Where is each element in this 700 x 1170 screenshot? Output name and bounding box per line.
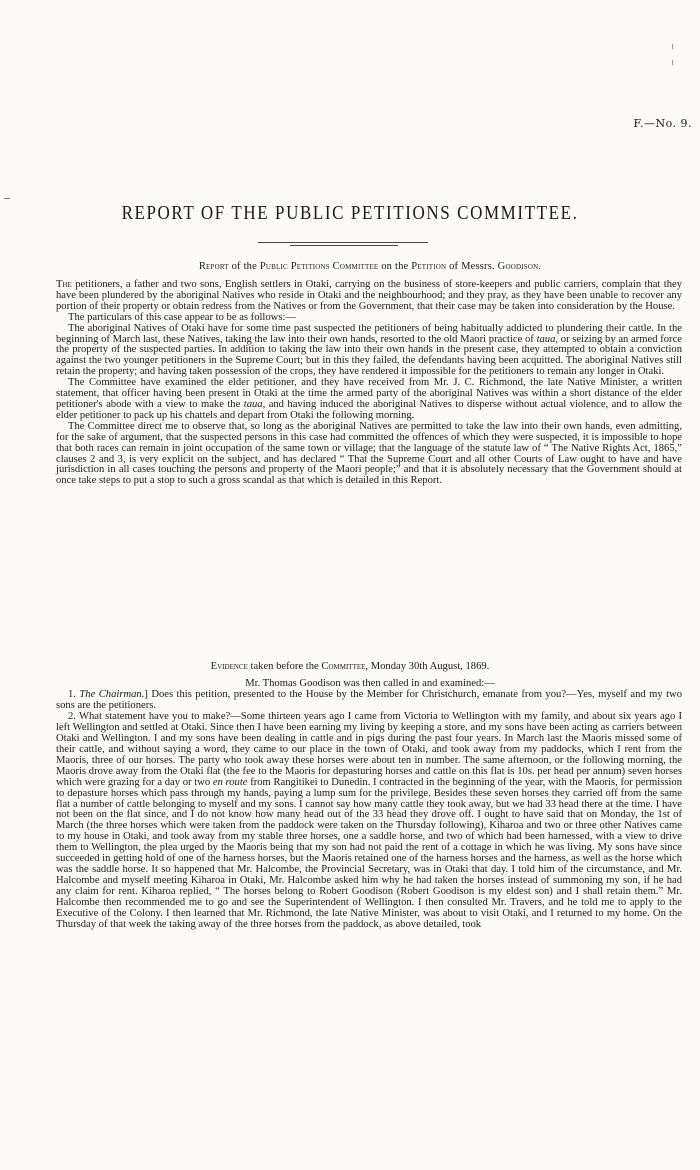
report-paragraph (56, 378, 682, 422)
question-number: 1. (68, 689, 76, 700)
evidence-body (56, 690, 682, 931)
page-title: REPORT OF THE PUBLIC PETITIONS COMMITTEE. (121, 201, 579, 224)
document-reference: F.—No. 9. (633, 117, 692, 130)
margin-mark (4, 198, 10, 199)
paragraph-lead: The (56, 279, 72, 290)
subheading-goodison: Goodison. (497, 261, 542, 272)
subheading-of-the: of the (231, 261, 257, 272)
witness-called: Mr. Thomas Goodison was then called in and examined:— (245, 678, 495, 689)
italic-term: taua, (536, 333, 559, 345)
evidence-date: Monday 30th August, 1869. (370, 661, 490, 672)
evidence-taken: taken before the (250, 661, 319, 672)
question-text: 2. What statement have you to make?—Some thirteen years ago I came from Victoria to Wellington with my family, and about six years ago I left Wellington and settled at Otaki. Since then I have been earning my living by keeping a store, and my sons have been acting as carriers between Otaki and Wellington. I and my sons have been dealing in cattle and in pigs during the past four years. In March last the Maoris missed some of their cattle, and without saying a word, they came to our place in the town of Otaki, and took away from my paddocks, which I rent from the Maoris, three of our horses. The party who took away these horses were about ten in number. The same afternoon, or the following morning, the Maoris drove away from the Otaki flat (the fee to the Maoris for depasturing horses and cattle on this flat is 10s. per head per annum) seven horses which were grazing for a day or two (56, 710, 682, 788)
report-paragraph (56, 280, 682, 313)
evidence-question (56, 712, 682, 931)
paragraph-text: The Committee have examined the elder petitioner, and they have received from Mr. J. C. Richmond, the late Native Minister, a written statement, that officer having been present in Otaki at the time the armed party of the aboriginal Natives was within a short distance of the elder petitioner's abode with a view to make the (56, 377, 682, 410)
report-paragraph (56, 324, 682, 379)
margin-mark (672, 44, 673, 49)
report-paragraph: The Committee direct me to observe that, so long as the aboriginal Natives are permitted to take the law into their own hands, even admitting, for the sake of argument, that the suspected persons in this case had committed the offences of which they were suspected, it is impossible to hope that both races can remain in joint occupation of the same town or village; that the language of the statute law of “ The Native Rights Act, 1865,” clauses 2 and 3, is very explicit on the subject, and has declared “ That the Supreme Court and all other Courts of Law ought to have and have jurisdiction in all cases touching the persons and property of the Maori people;” and that it is absolutely necessary that the Government should at once take steps to put a stop to such a gross scandal as that which is detailed in this Report. (56, 420, 682, 487)
evidence-question (56, 690, 682, 712)
evidence-committee: Committee, (321, 661, 369, 672)
italic-term: en route (212, 776, 248, 788)
question-text: from Rangitikei to Dunedin. I contracted in the beginning of the year, with the Maoris, for permission to depasture horses which pass through my hands, paying a lump sum for the privilege. Besides these seven horses they carried off from the same flat a number of cattle belonging to myself and my sons. I cannot say how many cattle they took away, but we had 33 head there at the time. I have not been on the flat since, and I do not know how many head out of the 33 head they drove off. I ought to have said that on Monday, the 1st of March (the three horses which were taken from the paddock were taken on the Thursday following), Kiharoa and two or three other Natives came to my house in Otaki, and took away from my stable three horses, one a saddle horse, and two of which had been harnessed, with a view to drive them to Wellington, the plea urged by the Maoris being that my son had not paid the rent of a cottage in which he was living. My sons have since succeeded in getting hold of one of the harness horses, but the Maoris retained one of the harness horses and the harness, as well as the horse which was the saddle horse. It so happened that Mr. Halcombe, the Provincial Secretary, was in Otaki that day. I told him of the circumstance, and Mr. Halcombe and myself meeting Kiharoa in Otaki, Mr. Halcombe asked him why he had taken the horses instead of summoning my son, if he had any claim for rent. Kiharoa replied, “ The horses belong to Robert Goodison (Robert Goodison is my eldest son) and I shall retain them.” Mr. Halcombe then recommended me to go and see the Superintendent of Wellington. I then consulted Mr. Travers, and he told me to apply to the Executive of the Colony. I then learned that Mr. Richmond, the late Native Minister, was about to visit Otaki, and I returned to my home. On the Thursday of that week the taking away of the three horses from the paddock, as above detailed, took (56, 776, 682, 931)
paragraph-text: and having induced the aboriginal Natives to disperse without actual violence, and to allow the elder petitioner to pack up his chattels and depart from Otaki the following morning. (56, 398, 682, 421)
subheading-on-the: on the (381, 261, 409, 272)
evidence-label: Evidence (210, 661, 248, 672)
paragraph-text: petitioners, a father and two sons, English settlers in Otaki, carrying on the business of store-keepers and public carriers, complain that they have been plundered by the aboriginal Natives who reside in Otaki and the neighbourhood; and they pray, as they have been unable to recover any portion of their property or obtain redress from the Natives or from the Government, that their case may be taken into consideration by the House. (56, 279, 682, 312)
subheading-committee: Public Petitions Committee (259, 261, 379, 272)
title-rule (258, 242, 428, 243)
report-paragraph: The particulars of this case appear to be as follows:— (68, 311, 296, 323)
paragraph-text: or seizing by an armed force the property of the suspected parties. In addition to taking the law into their own hands in the present case, they attempted to obtain a conviction against the two younger petitioners in the Supreme Court; but in this they failed, the defendants having been acquitted. The aboriginal Natives still retain the property; and having taken possession of the crops, they have rendered it impossible for the petitioners to remain any longer in Otaki. (56, 333, 682, 378)
title-rule (290, 245, 398, 246)
subheading-of-messrs: of Messrs. (449, 261, 495, 272)
evidence-heading (0, 661, 700, 672)
speaker: The Chairman. (79, 689, 145, 700)
question-text: ] Does this petition, presented to the House by the Member for Christchurch, emanate from you?—Yes, myself and my two sons are the petitioners. (56, 689, 682, 711)
italic-term: taua, (243, 398, 266, 410)
report-subheading (60, 261, 680, 272)
subheading-petition: Petition (411, 261, 447, 272)
subheading-report: Report (198, 261, 229, 272)
paragraph-text: The aboriginal Natives of Otaki have for some time past suspected the petitioners of being habitually addicted to plundering their cattle. In the beginning of March last, these Natives, taking the law into their own hands, resorted to the old Maori practice of (56, 322, 682, 345)
margin-mark (672, 60, 673, 65)
report-body (56, 280, 682, 487)
